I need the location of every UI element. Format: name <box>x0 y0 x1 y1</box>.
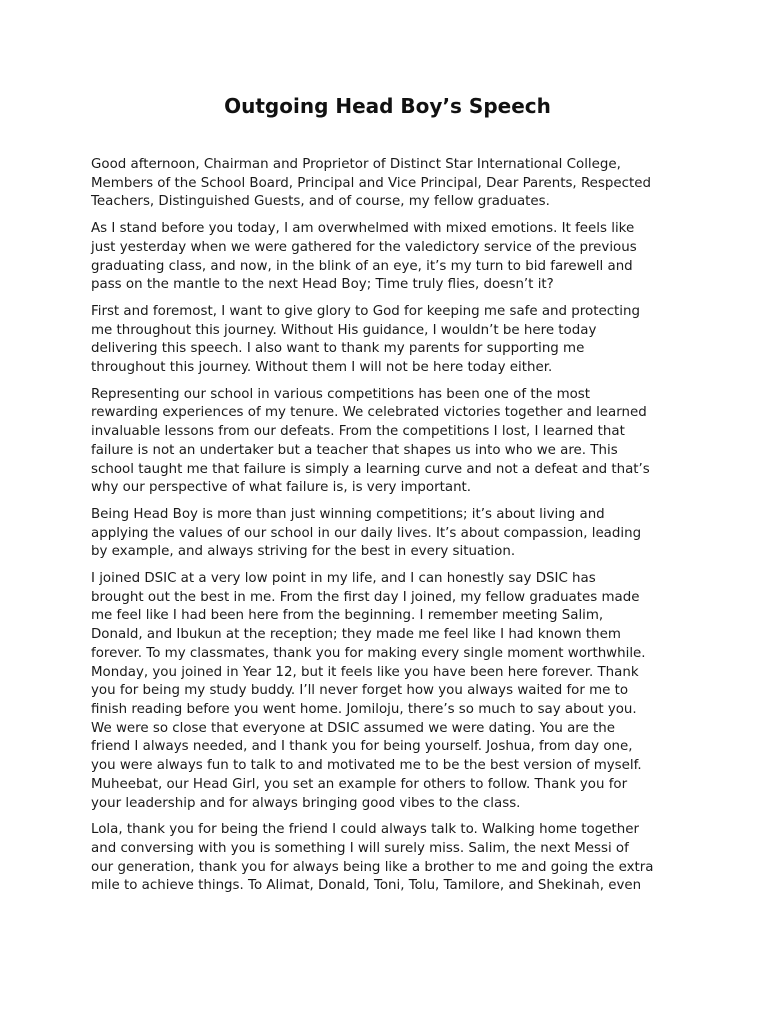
paragraph-head-boy-values: Being Head Boy is more than just winning competitions; it’s about living and applying the values of our school in our daily lives. It’s about compassion, leading by example, and always striving for the best in every situation. <box>91 506 642 560</box>
document-title: Outgoing Head Boy’s Speech <box>224 94 551 118</box>
paragraph-greeting: Good afternoon, Chairman and Proprietor of Distinct Star International College, Members of the School Board, Principal and Vice Principal, Dear Parents, Respected Teachers, Distinguished Guests, and of course, my fellow graduates. <box>91 157 651 210</box>
paragraph-competitions: Representing our school in various competitions has been one of the most rewarding experiences of my tenure. We celebrated victories together and learned invaluable lessons from our defeats. From the competitions I lost, I learned that failure is not an undertaker but a teacher that shapes us into who we are. This school taught me that failure is simply a learning curve and not a defeat and that’s why our perspective of what failure is, is very important. <box>91 386 650 496</box>
paragraph-emotions: As I stand before you today, I am overwhelmed with mixed emotions. It feels like just yesterday when we were gathered for the valedictory service of the previous graduating class, and now, in the blink of an eye, it’s my turn to bid farewell and pass on the mantle to the next Head Boy; Time truly flies, doesn’t it? <box>91 221 637 293</box>
paragraph-gratitude: First and foremost, I want to give glory to God for keeping me safe and protecting me throughout this journey. Without His guidance, I wouldn’t be here today delivering this speech. I also want to thank my parents for supporting me throughout this journey. Without them I will not be here today either. <box>91 303 641 376</box>
paragraph-classmates: I joined DSIC at a very low point in my life, and I can honestly say DSIC has brought out the best in me. From the first day I joined, my fellow graduates made me feel like I had been here from the beginning. I remember meeting Salim, Donald, and Ibukun at the reception; they made me feel like I had known them forever. To my classmates, thank you for making every single moment worthwhile. Monday, you joined in Year 12, but it feels like you have been here forever. Thank you for being my study buddy. I’ll never forget how you always waited for me to finish reading before you went home. Jomiloju, there’s so much to say about you. We were so close that everyone at DSIC assumed we were dating. You are the friend I always needed, and I thank you for being yourself. Joshua, from day one, you were always fun to talk to and motivated me to be the best version of myself. Muheebat, our Head Girl, you set an example for others to follow. Thank you for your leadership and for always bringing good vibes to the class. <box>91 571 646 811</box>
paragraph-friends: Lola, thank you for being the friend I could always talk to. Walking home together and conversing with you is something I will surely miss. Salim, the next Messi of our generation, thank you for always being like a brother to me and going the extra mile to achieve things. To Alimat, Donald, Toni, Tolu, Tamilore, and Shekinah, even <box>91 822 654 894</box>
